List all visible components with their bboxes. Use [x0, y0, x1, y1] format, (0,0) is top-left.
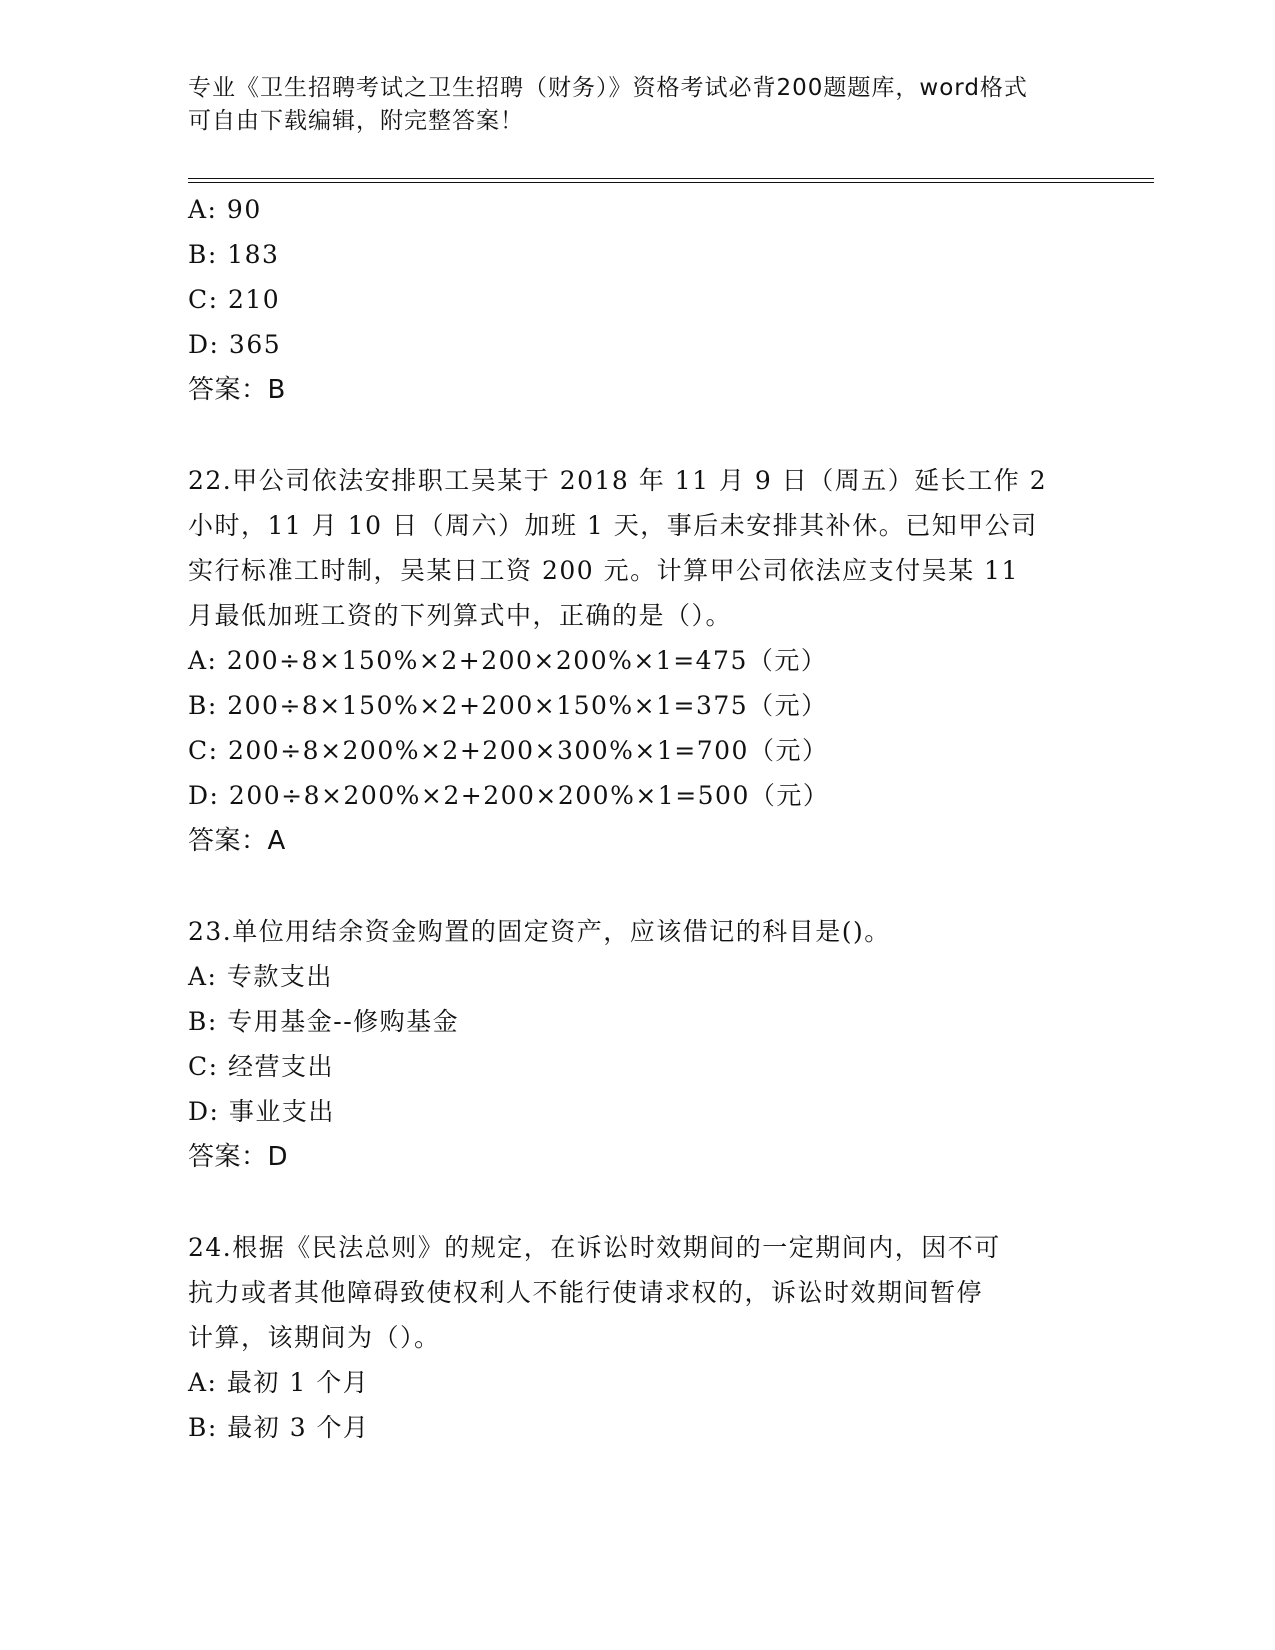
header-divider-bottom [188, 182, 1154, 183]
option-d: D: 365 [188, 330, 282, 359]
option-a: A: 最初 1 个月 [188, 1368, 370, 1397]
option-b: B: 183 [188, 240, 280, 269]
option-d: D: 200÷8×200%×2+200×200%×1=500（元） [188, 781, 830, 810]
question-stem-line: 月最低加班工资的下列算式中，正确的是（）。 [188, 601, 733, 630]
option-b: B: 最初 3 个月 [188, 1413, 370, 1442]
option-a: A: 90 [188, 195, 262, 224]
question-stem-line: 抗力或者其他障碍致使权利人不能行使请求权的，诉讼时效期间暂停 [188, 1278, 984, 1307]
question-stem-line: 小时，11 月 10 日（周六）加班 1 天，事后未安排其补休。已知甲公司 [188, 511, 1038, 540]
header-divider-top [188, 178, 1154, 179]
option-b: B: 专用基金--修购基金 [188, 1007, 460, 1036]
option-c: C: 经营支出 [188, 1052, 334, 1081]
option-a: A: 专款支出 [188, 962, 333, 991]
header-title-line-1: 专业《卫生招聘考试之卫生招聘（财务）》资格考试必背200题题库，word格式 [188, 75, 1028, 101]
question-stem-line: 22.甲公司依法安排职工吴某于 2018 年 11 月 9 日（周五）延长工作 2 [188, 466, 1048, 495]
option-d: D: 事业支出 [188, 1097, 335, 1126]
option-b: B: 200÷8×150%×2+200×150%×1=375（元） [188, 691, 828, 720]
answer-label: 答案：A [188, 826, 286, 856]
header-title-line-2: 可自由下载编辑，附完整答案！ [188, 108, 524, 134]
question-stem-line: 计算，该期间为（）。 [188, 1323, 441, 1352]
question-stem-line: 23.单位用结余资金购置的固定资产，应该借记的科目是()。 [188, 917, 891, 946]
option-c: C: 210 [188, 285, 281, 314]
answer-label: 答案：D [188, 1142, 289, 1172]
answer-label: 答案：B [188, 375, 286, 405]
question-stem-line: 24.根据《民法总则》的规定，在诉讼时效期间的一定期间内，因不可 [188, 1233, 1001, 1262]
document-header [188, 72, 1088, 138]
option-a: A: 200÷8×150%×2+200×200%×1=475（元） [188, 646, 828, 675]
question-stem-line: 实行标准工时制，吴某日工资 200 元。计算甲公司依法应支付吴某 11 [188, 556, 1019, 585]
option-c: C: 200÷8×200%×2+200×300%×1=700（元） [188, 736, 829, 765]
